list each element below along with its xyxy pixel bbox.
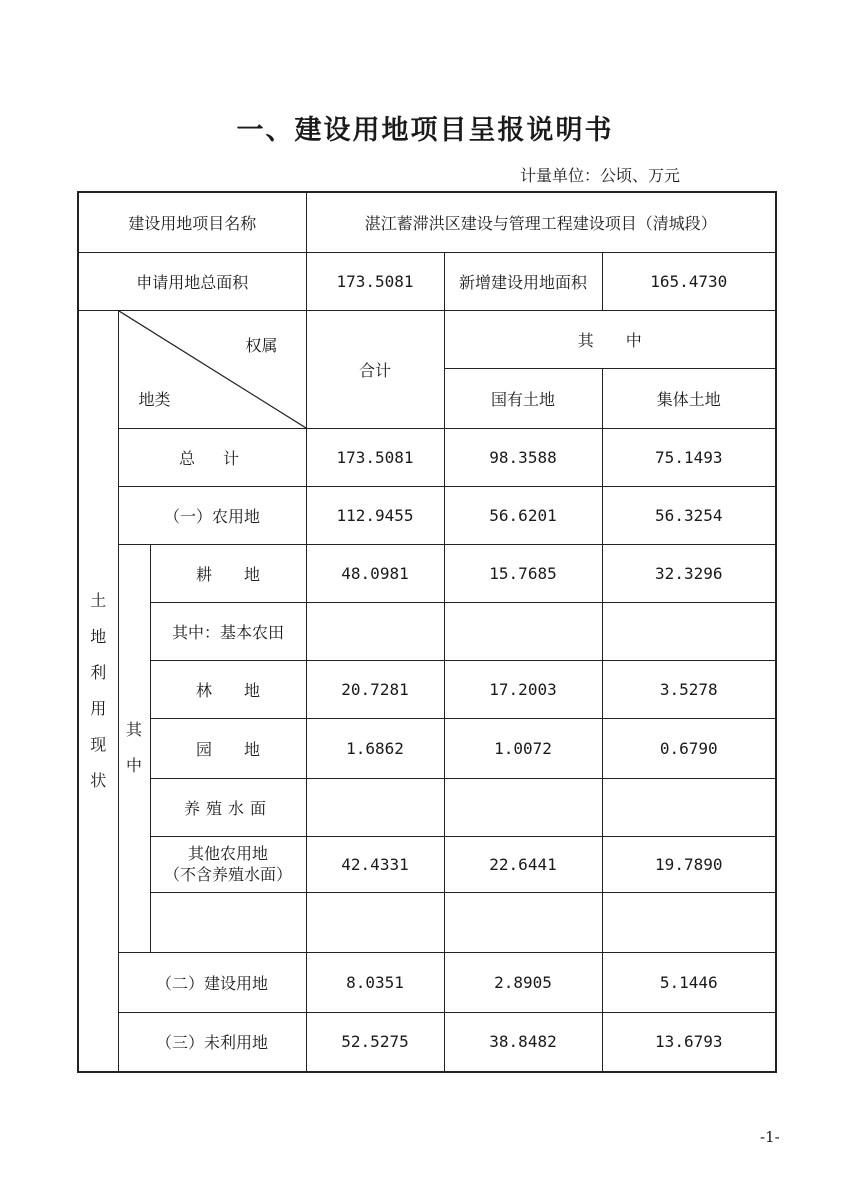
cell-agri-collective: 56.3254 <box>602 486 776 544</box>
row-label-other-agri-line1: 其他农用地 <box>187 844 268 863</box>
side-label-land-use <box>78 310 118 1072</box>
cell-garden-state: 1.0072 <box>444 718 602 778</box>
cell-basic-farm-state <box>444 602 602 660</box>
table-row <box>78 486 776 544</box>
cell-arable-state: 15.7685 <box>444 544 602 602</box>
cell-grand-total-collective: 75.1493 <box>602 428 776 486</box>
header-ownership: 权属 <box>245 335 278 355</box>
table-row <box>78 192 776 252</box>
row-label-aqua: 养殖水面 <box>150 778 306 836</box>
header-among: 其 中 <box>444 310 776 368</box>
cell-construction-total: 8.0351 <box>306 952 444 1012</box>
diagonal-line <box>119 311 306 428</box>
total-area-label: 申请用地总面积 <box>78 252 306 310</box>
new-area-label: 新增建设用地面积 <box>444 252 602 310</box>
blank-cell <box>306 892 444 952</box>
cell-aqua-state <box>444 778 602 836</box>
row-label-other-agri-line2: （不含养殖水面） <box>163 865 292 884</box>
table-row <box>78 778 776 836</box>
cell-construction-collective: 5.1446 <box>602 952 776 1012</box>
table-row <box>78 892 776 952</box>
table-row <box>78 836 776 892</box>
cell-agri-state: 56.6201 <box>444 486 602 544</box>
cell-other-agri-total: 42.4331 <box>306 836 444 892</box>
header-state-land: 国有土地 <box>444 368 602 428</box>
header-land-type: 地类 <box>138 389 171 409</box>
new-area-value: 165.4730 <box>602 252 776 310</box>
table-row <box>78 718 776 778</box>
cell-construction-state: 2.8905 <box>444 952 602 1012</box>
row-label-garden: 园 地 <box>150 718 306 778</box>
cell-aqua-total <box>306 778 444 836</box>
land-use-table <box>77 191 777 1073</box>
cell-garden-total: 1.6862 <box>306 718 444 778</box>
table-row <box>78 544 776 602</box>
cell-other-agri-collective: 19.7890 <box>602 836 776 892</box>
blank-cell <box>150 892 306 952</box>
table-row <box>78 428 776 486</box>
table-row <box>78 310 776 368</box>
cell-basic-farm-total <box>306 602 444 660</box>
document-title: 一、建设用地项目呈报说明书 <box>236 115 614 146</box>
row-label-forest: 林 地 <box>150 660 306 718</box>
total-area-value: 173.5081 <box>306 252 444 310</box>
header-collective-land: 集体土地 <box>602 368 776 428</box>
page-number: -1- <box>760 1128 780 1146</box>
project-name-label: 建设用地项目名称 <box>78 192 306 252</box>
table-row <box>78 952 776 1012</box>
cell-aqua-collective <box>602 778 776 836</box>
row-label-other-agri <box>150 836 306 892</box>
cell-other-agri-state: 22.6441 <box>444 836 602 892</box>
side-label-text: 土地利用现状 <box>90 590 107 790</box>
sub-side-label <box>118 544 150 952</box>
cell-grand-total-total: 173.5081 <box>306 428 444 486</box>
row-label-construction: （二）建设用地 <box>118 952 306 1012</box>
cell-arable-total: 48.0981 <box>306 544 444 602</box>
cell-unused-total: 52.5275 <box>306 1012 444 1072</box>
table-row <box>78 602 776 660</box>
row-label-arable: 耕 地 <box>150 544 306 602</box>
row-label-unused: （三）未利用地 <box>118 1012 306 1072</box>
unit-label: 计量单位：公顷、万元 <box>520 166 681 185</box>
cell-forest-state: 17.2003 <box>444 660 602 718</box>
sub-side-label-text: 其中 <box>125 720 142 775</box>
table-row <box>78 1012 776 1072</box>
project-name-value: 湛江蓄滞洪区建设与管理工程建设项目（清城段） <box>306 192 776 252</box>
cell-unused-state: 38.8482 <box>444 1012 602 1072</box>
header-diagonal-cell <box>118 310 306 428</box>
cell-basic-farm-collective <box>602 602 776 660</box>
cell-unused-collective: 13.6793 <box>602 1012 776 1072</box>
cell-arable-collective: 32.3296 <box>602 544 776 602</box>
cell-garden-collective: 0.6790 <box>602 718 776 778</box>
table-row <box>78 660 776 718</box>
row-label-basic-farm: 其中：基本农田 <box>150 602 306 660</box>
row-label-grand-total: 总 计 <box>118 428 306 486</box>
blank-cell <box>602 892 776 952</box>
cell-forest-total: 20.7281 <box>306 660 444 718</box>
blank-cell <box>444 892 602 952</box>
header-total: 合计 <box>306 310 444 428</box>
table-row <box>78 252 776 310</box>
row-label-agri: （一）农用地 <box>118 486 306 544</box>
cell-forest-collective: 3.5278 <box>602 660 776 718</box>
cell-grand-total-state: 98.3588 <box>444 428 602 486</box>
cell-agri-total: 112.9455 <box>306 486 444 544</box>
